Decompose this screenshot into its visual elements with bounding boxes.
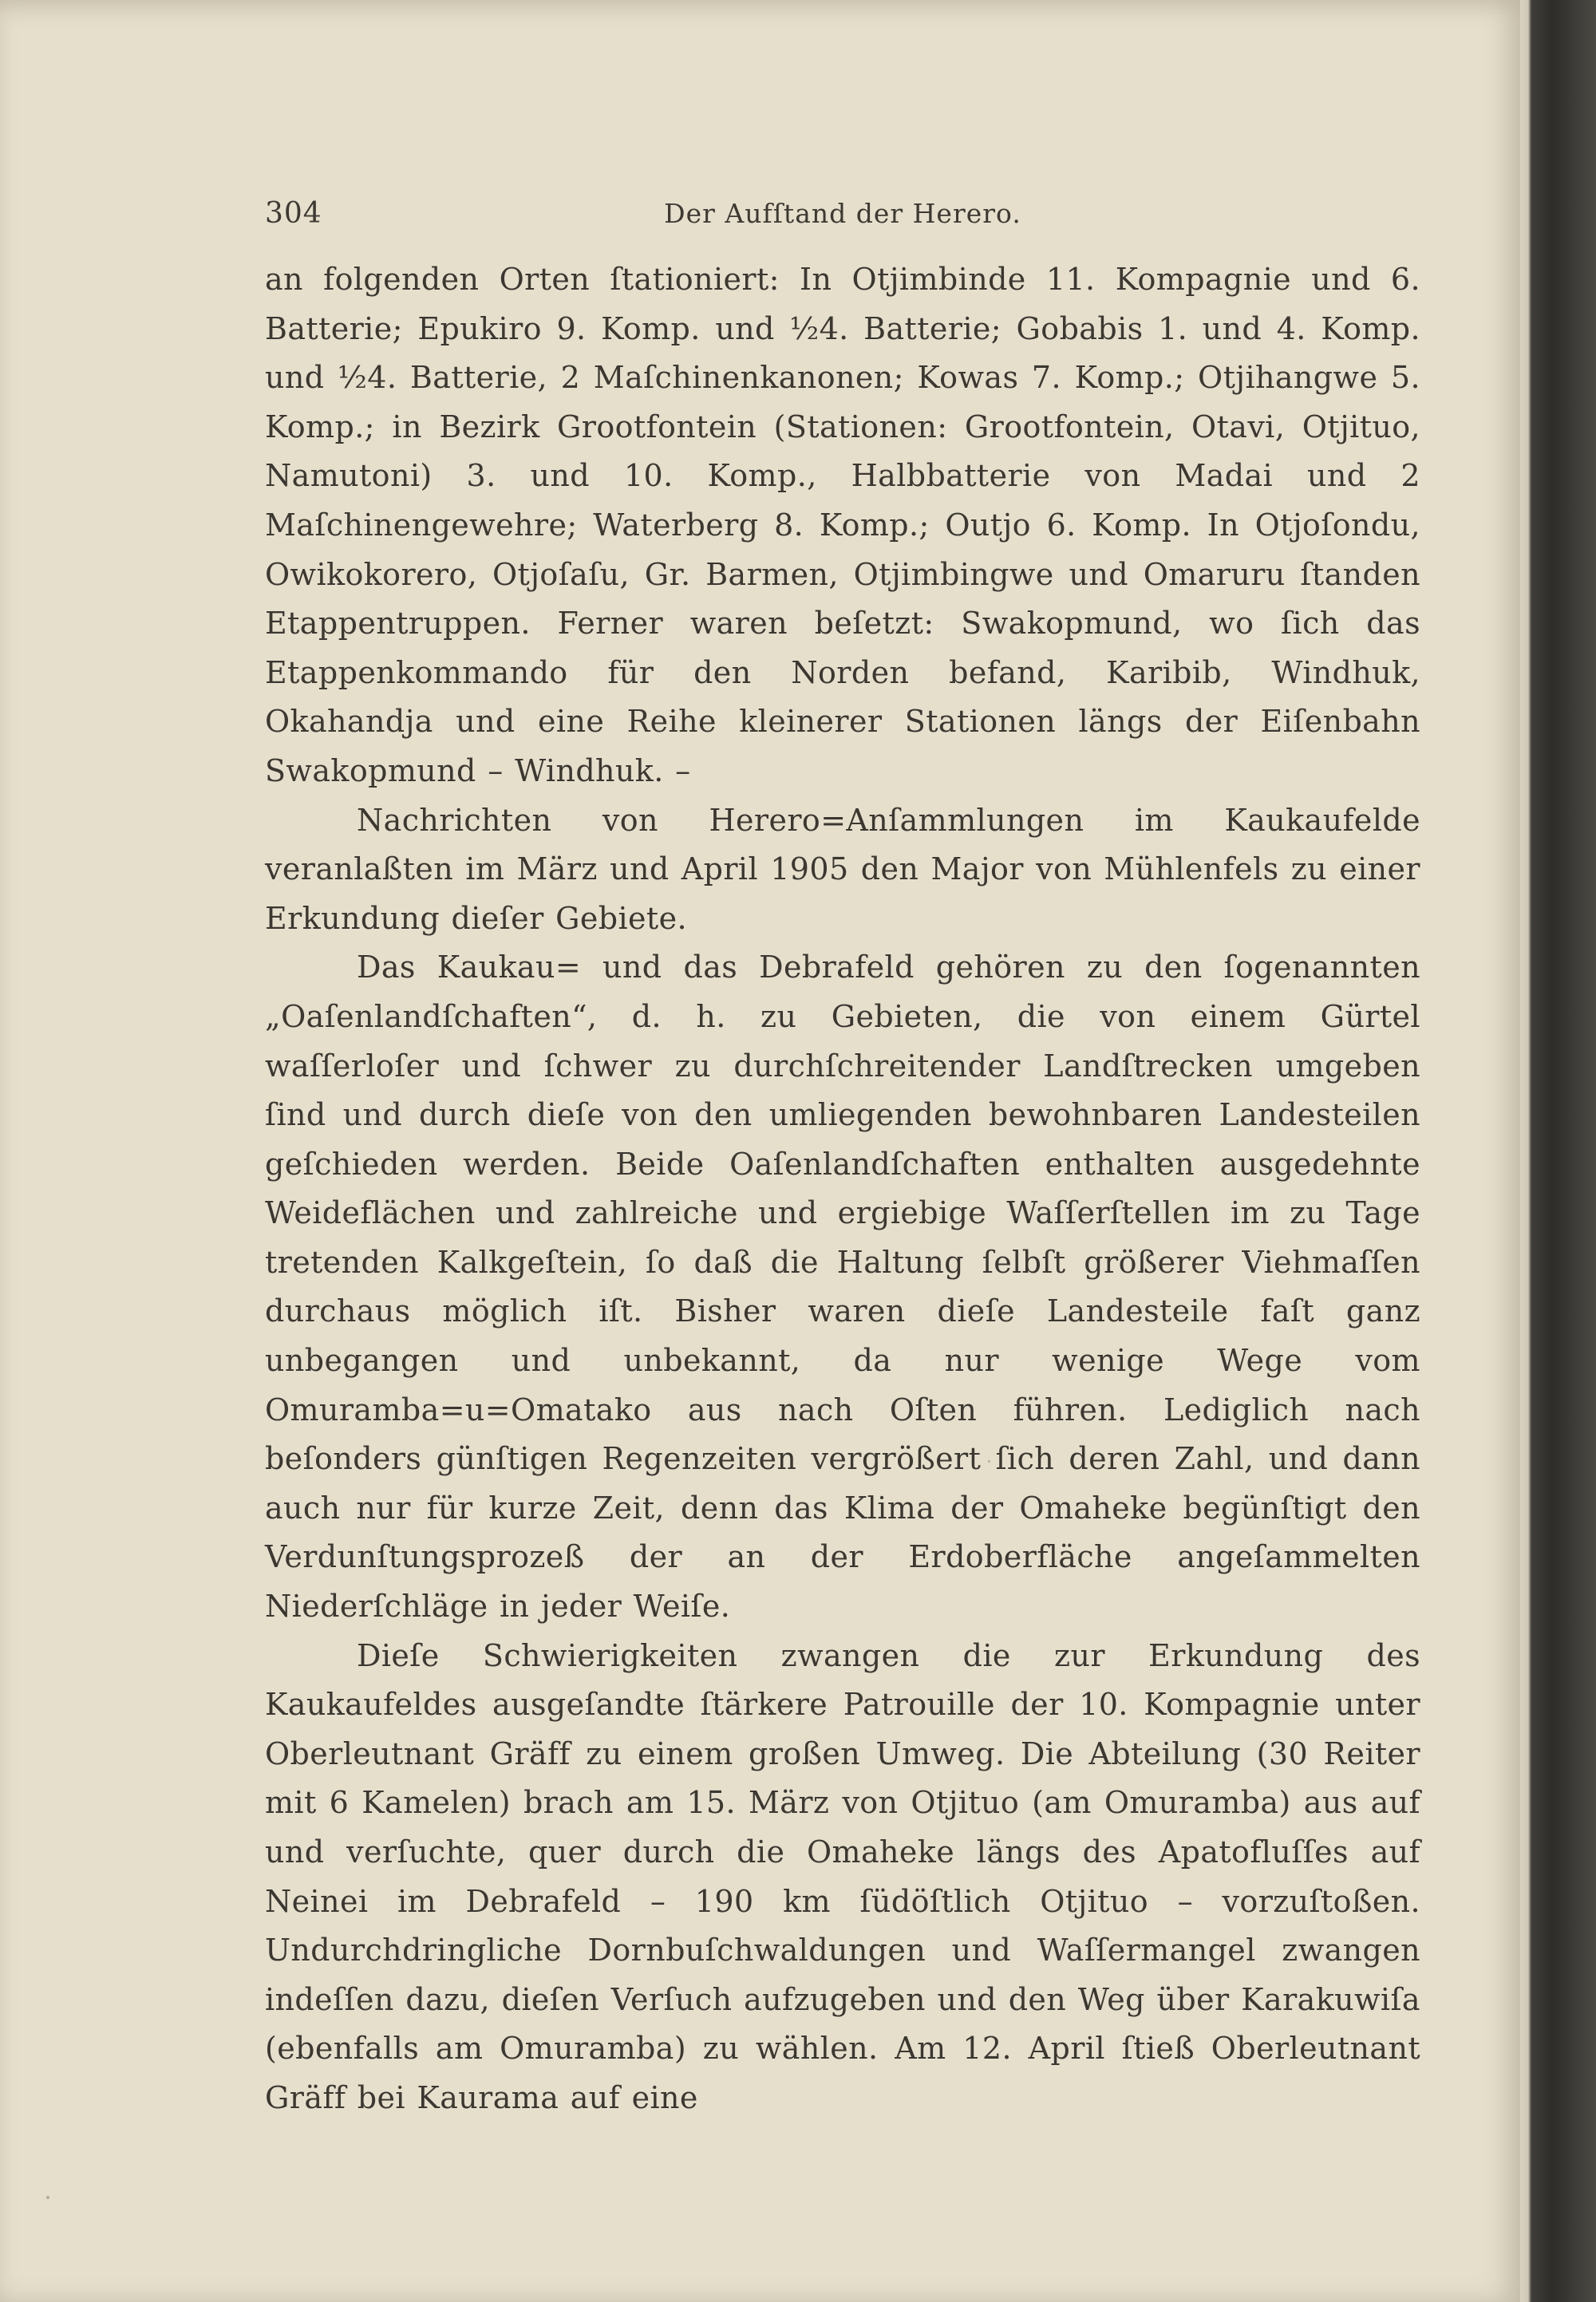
paper-speck <box>988 1460 990 1463</box>
book-spine-edge <box>1520 0 1596 2302</box>
running-title: Der Aufſtand der Herero. <box>664 198 1021 229</box>
paragraph: an folgenden Orten ſtationiert: In Otjimbinde 11. Kompagnie und 6. Batterie; Epukiro 9. Komp. und ½4. Batterie; Gobabis 1. und 4. Komp. und ½4. Batterie, 2 Maſchinenkanonen; Kowas 7. Komp.; Otjihangwe 5. Komp.; in Bezirk Grootfontein (Stationen: Grootfontein, Otavi, Otjituo, Namutoni) 3. und 10. Komp., Halbbatterie von Madai und 2 Maſchinengewehre; Waterberg 8. Komp.; Outjo 6. Komp. In Otjoſondu, Owikokorero, Otjoſaſu, Gr. Barmen, Otjimbingwe und Omaruru ſtanden Etappentruppen. Ferner waren beſetzt: Swakopmund, wo ſich das Etappenkommando für den Norden befand, Karibib, Windhuk, Okahandja und eine Reihe kleinerer Stationen längs der Eiſenbahn Swakopmund – Windhuk. – <box>265 262 1420 788</box>
page-header <box>265 190 1420 238</box>
paragraph: Nachrichten von Herero=Anſammlungen im Kaukaufelde veranlaßten im März und April 1905 den Major von Mühlenfels zu einer Erkundung dieſer Gebiete. <box>265 802 1420 936</box>
paper-speck <box>46 2196 49 2199</box>
page-number: 304 <box>265 197 322 230</box>
paragraph: Dieſe Schwierigkeiten zwangen die zur Erkundung des Kaukaufeldes ausgeſandte ſtärkere Patrouille der 10. Kompagnie unter Oberleutnant Gräff zu einem großen Umweg. Die Abteilung (30 Reiter mit 6 Kamelen) brach am 15. März von Otjituo (am Omuramba) aus auf und verſuchte, quer durch die Omaheke längs des Apatofluſſes auf Neinei im Debrafeld – 190 km ſüdöſtlich Otjituo – vorzuſtoßen. Undurchdringliche Dornbuſchwaldungen und Waſſermangel zwangen indeſſen dazu, dieſen Verſuch aufzugeben und den Weg über Karakuwiſa (ebenfalls am Omuramba) zu wählen. Am 12. April ſtieß Oberleutnant Gräff bei Kaurama auf eine <box>265 1637 1420 2115</box>
paragraph: Das Kaukau= und das Debrafeld gehören zu den ſogenannten „Oaſenlandſchaften“, d. h. zu Gebieten, die von einem Gürtel waſſerloſer und ſchwer zu durchſchreitender Landſtrecken umgeben ſind und durch dieſe von den umliegenden bewohnbaren Landesteilen geſchieden werden. Beide Oaſenlandſchaften enthalten ausgedehnte Weideflächen und zahlreiche und ergiebige Waſſerſtellen im zu Tage tretenden Kalkgeſtein, ſo daß die Haltung ſelbſt größerer Viehmaſſen durchaus möglich iſt. Bisher waren dieſe Landesteile faſt ganz unbegangen und unbekannt, da nur wenige Wege vom Omuramba=u=Omatako aus nach Oſten führen. Lediglich nach beſonders günſtigen Regenzeiten vergrößert ſich deren Zahl, und dann auch nur für kurze Zeit, denn das Klima der Omaheke begünſtigt den Verdunſtungsprozeß der an der Erdoberfläche angeſammelten Niederſchläge in jeder Weiſe. <box>265 950 1420 1625</box>
body-text <box>265 255 1420 2123</box>
